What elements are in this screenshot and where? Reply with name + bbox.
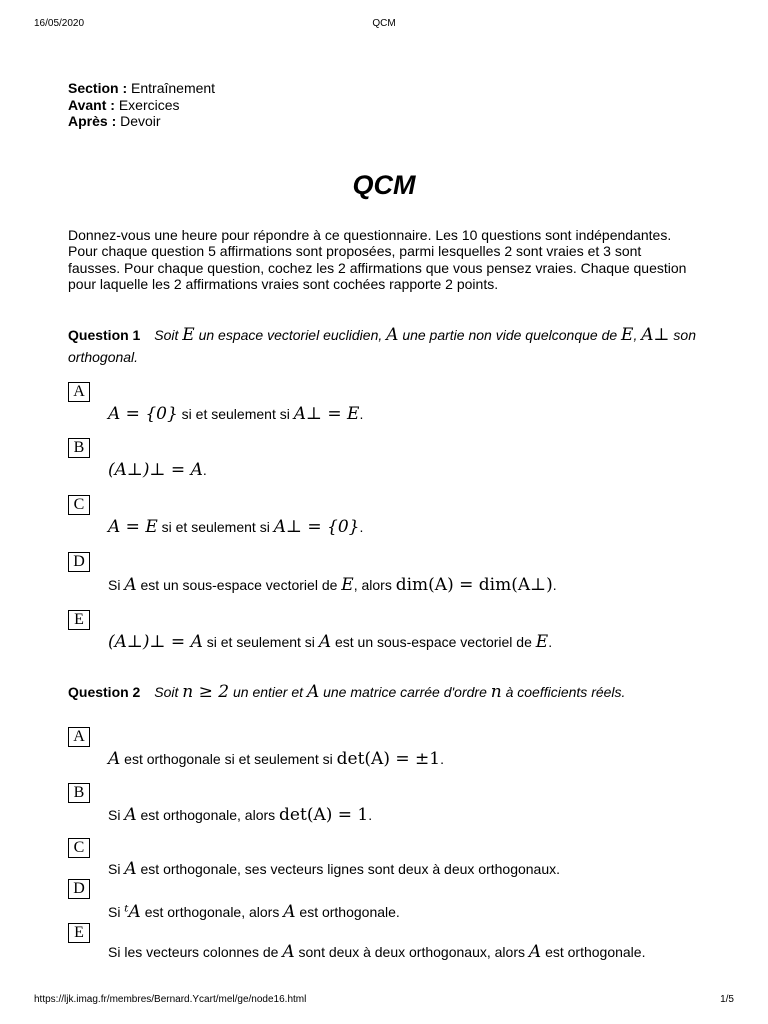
nav-apres-link[interactable]: Devoir [120, 113, 161, 129]
q2-option-c-text: Si A est orthogonale, ses vecteurs lignes sont deux à deux orthogonaux. [108, 859, 561, 879]
q2-option-a-text: A est orthogonale si et seulement si det(A) = ±1. [108, 749, 444, 769]
print-title: QCM [372, 18, 396, 29]
nav-avant-link[interactable]: Exercices [118, 96, 180, 113]
q1-option-c-text: A = E si et seulement si A⊥ = {0}. [108, 517, 364, 537]
q2-option-c-box[interactable]: C [68, 838, 90, 858]
q1-option-b-box[interactable]: B [68, 438, 90, 458]
q2-option-b-box[interactable]: B [68, 783, 90, 803]
q2-option-e-box[interactable]: E [68, 923, 90, 943]
question-label: Question 1 [68, 327, 141, 343]
nav-apres[interactable] [68, 113, 215, 130]
intro-paragraph: Donnez-vous une heure pour répondre à ce questionnaire. Les 10 questions sont indépendantes. Pour chaque question 5 affirmations sont proposées, parmi lesquelles 2 sont vraies et 3 sont fausses. Pour chaque question, cochez les 2 affirmations que vous pensez vraies. Chaque question pour laquelle les 2 affirmations vraies sont cochées rapporte 2 points. [68, 227, 687, 292]
question-label: Question 2 [68, 684, 141, 700]
q1-option-b-text: (A⊥)⊥ = A. [108, 460, 207, 480]
nav-avant-label: Avant : [68, 96, 115, 113]
q2-option-b-text: Si A est orthogonale, alors det(A) = 1. [108, 805, 373, 825]
question-text: Soit n ≥ 2 un entier et A une matrice carrée d'ordre n à coefficients réels. [154, 682, 626, 702]
q2-option-d-box[interactable]: D [68, 879, 90, 899]
print-date: 16/05/2020 [34, 18, 85, 29]
print-url: https://ljk.imag.fr/membres/Bernard.Ycart/mel/ge/node16.html [34, 994, 307, 1005]
question-text: Soit E un espace vectoriel euclidien, A une partie non vide quelconque de E, A⊥ son orthogonal. [68, 325, 696, 365]
navigation-block [68, 80, 215, 130]
q1-option-a-text: A = {0} si et seulement si A⊥ = E. [108, 404, 364, 424]
q1-option-a-box[interactable]: A [68, 382, 90, 402]
nav-apres-label: Après : [68, 113, 117, 129]
question-2 [68, 681, 708, 703]
q1-option-d-box[interactable]: D [68, 552, 90, 572]
nav-avant[interactable] [68, 97, 215, 114]
q2-option-a-box[interactable]: A [68, 727, 90, 747]
page-number: 1/5 [720, 994, 734, 1005]
q1-option-e-text: (A⊥)⊥ = A si et seulement si A est un sous-espace vectoriel de E. [108, 632, 553, 652]
q1-option-e-box[interactable]: E [68, 610, 90, 630]
q2-option-d-text: Si ᵗA est orthogonale, alors A est orthogonale. [108, 902, 400, 922]
nav-section-label: Section : [68, 80, 128, 96]
page-title: QCM [352, 170, 416, 200]
q1-option-c-box[interactable]: C [68, 495, 90, 515]
q1-option-d-text: Si A est un sous-espace vectoriel de E, alors dim(A) = dim(A⊥). [108, 575, 557, 595]
q2-option-e-text: Si les vecteurs colonnes de A sont deux à deux orthogonaux, alors A est orthogonale. [108, 942, 646, 962]
nav-section[interactable] [68, 80, 215, 97]
question-1 [68, 324, 708, 368]
nav-section-link[interactable]: Entraînement [131, 80, 216, 96]
